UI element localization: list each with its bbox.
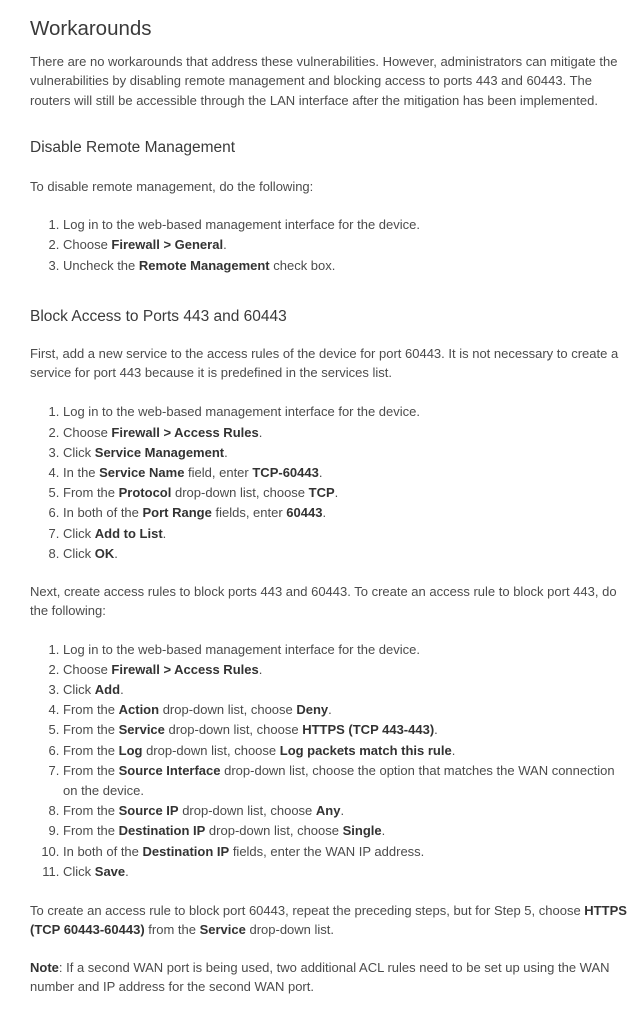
access-rules-lead: Next, create access rules to block ports 443 and 60443. To create an access rule to block port 443, do the following: [30, 584, 617, 619]
text-run: . [223, 237, 227, 253]
emphasized-text: Log [118, 742, 143, 758]
emphasized-text: HTTPS (TCP 60443-60443) [30, 903, 627, 938]
text-run: Choose [63, 237, 112, 253]
text-run: Click [63, 525, 95, 541]
text-run: . [318, 465, 323, 480]
text-run: To create an access rule to block port 60443, repeat the preceding steps, but for Step 5, choose [30, 903, 585, 919]
list-item [63, 215, 627, 235]
emphasized-text: Add to List [94, 525, 163, 541]
emphasized-text: Service [199, 922, 246, 938]
text-run: . [322, 505, 327, 521]
text-run: . [434, 722, 438, 738]
text-run: drop-down list, choose [159, 702, 297, 718]
emphasized-text: Protocol [118, 485, 172, 501]
list-item [63, 680, 627, 700]
emphasized-text: Single [342, 823, 382, 839]
text-run: Log in to the web-based management interface for the device. [63, 641, 420, 657]
text-run: field, enter [184, 465, 253, 480]
list-item [63, 700, 627, 720]
text-run: drop-down list, choose [171, 485, 309, 501]
text-run: From the [63, 742, 119, 758]
text-run: fields, enter [211, 505, 287, 521]
block-access-lead: First, add a new service to the access rules of the device for port 60443. It is not necessary to create a service for port 443 because it is predefined in the services list. [30, 345, 619, 381]
text-run: Choose [63, 661, 112, 677]
text-run: Choose [63, 424, 112, 440]
text-run: . [224, 444, 228, 460]
text-run: Uncheck the [63, 257, 139, 273]
text-run: From the [63, 803, 119, 819]
text-run: From the [63, 702, 119, 718]
text-run: In both of the [63, 505, 143, 521]
emphasized-text: 60443 [286, 505, 323, 521]
text-run: from the [144, 922, 200, 938]
text-run: Click [63, 444, 95, 460]
list-item [63, 443, 627, 463]
emphasized-text: Source Interface [118, 762, 221, 778]
service-creation-steps [30, 402, 627, 564]
list-item [63, 503, 627, 523]
emphasized-text: Firewall > Access Rules [111, 424, 259, 440]
block-access-heading: Block Access to Ports 443 and 60443 [30, 307, 287, 325]
list-item [63, 402, 627, 422]
text-run: drop-down list, choose [178, 803, 316, 819]
disable-remote-management-lead: To disable remote management, do the following: [30, 178, 314, 194]
list-item [63, 801, 627, 821]
text-run: . [381, 823, 386, 839]
text-run: From the [63, 762, 119, 778]
text-run: . [120, 682, 124, 698]
emphasized-text: Port Range [142, 505, 212, 521]
emphasized-text: Destination IP [142, 843, 230, 859]
text-run: drop-down list, choose [142, 742, 280, 758]
emphasized-text: Remote Management [138, 257, 270, 273]
text-run: drop-down list, choose [205, 823, 343, 839]
emphasized-text: TCP-60443 [252, 465, 319, 480]
emphasized-text: Any [315, 803, 341, 819]
emphasized-text: Save [94, 863, 126, 879]
emphasized-text: Add [94, 682, 121, 698]
emphasized-text: Log packets match this rule [279, 742, 452, 758]
list-item [63, 761, 627, 801]
disable-remote-management-steps [30, 215, 627, 276]
text-run: . [162, 525, 167, 541]
page-title: Workarounds [30, 17, 152, 40]
text-run: . [258, 661, 263, 677]
emphasized-text: HTTPS (TCP 443-443) [302, 722, 435, 738]
emphasized-text: TCP [308, 485, 335, 501]
text-run: Log in to the web-based management interface for the device. [63, 404, 420, 420]
emphasized-text: Service Management [94, 444, 225, 460]
text-run: drop-down list, choose [164, 722, 303, 738]
text-run: Click [63, 545, 95, 561]
list-item [63, 544, 627, 564]
list-item [63, 842, 627, 862]
text-run: . [334, 485, 339, 501]
emphasized-text: Deny [296, 702, 329, 718]
list-item [63, 660, 627, 680]
list-item [63, 720, 627, 740]
list-item [63, 821, 627, 841]
emphasized-text: Service Name [99, 465, 185, 480]
access-rule-steps [30, 640, 627, 882]
text-run: Click [63, 863, 95, 879]
text-run: . [258, 424, 263, 440]
list-item [63, 256, 627, 276]
text-run: . [125, 863, 129, 879]
text-run: drop-down list, choose the option that matches the WAN connection on the device. [63, 762, 615, 799]
text-run: fields, enter the WAN IP address. [229, 843, 425, 859]
emphasized-text: Destination IP [118, 823, 206, 839]
text-run: : If a second WAN port is being used, two additional ACL rules need to be set up using the WAN number and IP address for the second WAN port. [30, 959, 610, 994]
note-paragraph [30, 958, 627, 997]
list-item [63, 862, 627, 882]
emphasized-text: Source IP [118, 803, 179, 819]
emphasized-text: Firewall > General [111, 237, 224, 253]
text-run: . [114, 545, 118, 561]
text-run: From the [63, 722, 119, 738]
text-run: . [451, 742, 456, 758]
list-item [63, 463, 627, 483]
emphasized-text: Action [118, 702, 160, 718]
emphasized-text: Note [30, 959, 59, 975]
emphasized-text: Service [118, 722, 165, 738]
text-run: In the [63, 465, 100, 480]
emphasized-text: Firewall > Access Rules [111, 661, 259, 677]
intro-paragraph: There are no workarounds that address these vulnerabilities. However, administrators can mitigate the vulnerabilities by disabling remote management and blocking access to ports 443 and 60443. The routers will still be accessible through the LAN interface after the mitigation has been implemented. [30, 54, 618, 108]
emphasized-text: OK [94, 545, 115, 561]
text-run: Click [63, 682, 95, 698]
text-run: . [340, 803, 345, 819]
text-run: From the [63, 485, 119, 501]
text-run: drop-down list. [245, 922, 335, 938]
text-run: Log in to the web-based management interface for the device. [63, 217, 420, 233]
list-item [63, 524, 627, 544]
list-item [63, 423, 627, 443]
disable-remote-management-heading: Disable Remote Management [30, 138, 236, 156]
text-run: From the [63, 823, 119, 839]
list-item [63, 483, 627, 503]
list-item [63, 640, 627, 660]
text-run: check box. [269, 257, 336, 273]
repeat-instructions [30, 901, 627, 940]
text-run: In both of the [63, 843, 143, 859]
list-item [63, 741, 627, 761]
text-run: . [328, 702, 332, 718]
list-item [63, 235, 627, 255]
